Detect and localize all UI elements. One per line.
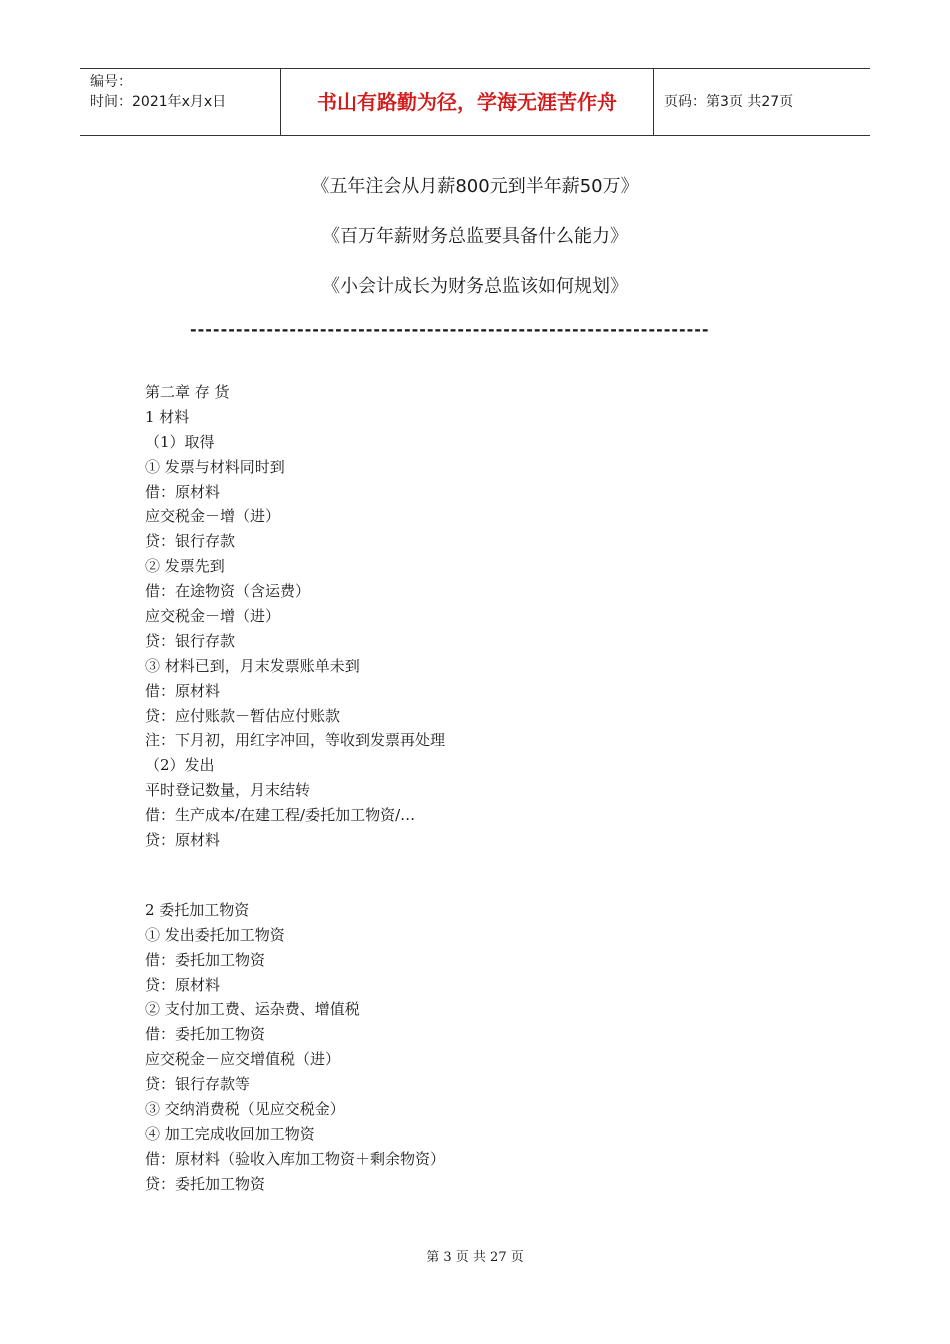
body-line: ② 支付加工费、运杂费、增值税 [145, 1000, 360, 1019]
body-line: 贷：委托加工物资 [145, 1174, 266, 1193]
section-heading: 2 委托加工物资 [145, 900, 250, 919]
body-line: 平时登记数量，月末结转 [145, 781, 311, 800]
serial-label: 编号： [90, 74, 132, 90]
page-footer: 第 3 页 共 27 页 [426, 1250, 524, 1265]
document-body [145, 380, 825, 1197]
time-label: 时间：2021年x月x日 [90, 94, 227, 110]
body-line: ① 发出委托加工物资 [145, 925, 285, 944]
header-motto: 书山有路勤为径，学海无涯苦作舟 [281, 69, 654, 135]
body-line: 贷：银行存款 [145, 631, 236, 650]
body-line: 应交税金－增（进） [145, 507, 281, 526]
body-line: 借：委托加工物资 [145, 1025, 266, 1044]
body-line: 注：下月初，用红字冲回，等收到发票再处理 [145, 731, 446, 750]
title-1: 《五年注会从月薪800元到半年薪50万》 [311, 176, 639, 197]
divider-line: -------------------------------------------------------------------- [190, 320, 710, 339]
body-line: 贷：银行存款 [145, 532, 236, 551]
body-line: ④ 加工完成收回加工物资 [145, 1124, 315, 1143]
title-2: 《百万年薪财务总监要具备什么能力》 [322, 226, 628, 247]
body-line: ① 发票与材料同时到 [145, 457, 285, 476]
body-line: 贷：原材料 [145, 831, 221, 850]
body-line: 贷：应付账款－暂估应付账款 [145, 706, 341, 725]
title-3: 《小会计成长为财务总监该如何规划》 [322, 276, 628, 297]
body-line: 应交税金－增（进） [145, 607, 281, 626]
body-line: ③ 材料已到，月末发票账单未到 [145, 656, 360, 675]
body-line: 应交税金－应交增值税（进） [145, 1050, 341, 1069]
body-line: 借：原材料（验收入库加工物资＋剩余物资） [145, 1149, 446, 1168]
body-line: 借：在途物资（含运费） [145, 582, 311, 601]
body-line: 借：生产成本/在建工程/委托加工物资/… [145, 806, 416, 825]
body-line: ③ 交纳消费税（见应交税金） [145, 1100, 345, 1119]
header-table [80, 68, 870, 136]
body-line: 借：原材料 [145, 482, 221, 501]
body-line: （2）发出 [145, 756, 215, 775]
body-line: 贷：原材料 [145, 975, 221, 994]
body-line: （1）取得 [145, 432, 215, 451]
body-line: 借：委托加工物资 [145, 950, 266, 969]
header-page-info: 页码：第3页 共27页 [664, 94, 794, 110]
section-gap [145, 853, 825, 898]
body-line: 贷：银行存款等 [145, 1075, 251, 1094]
body-line: 借：原材料 [145, 681, 221, 700]
body-line: 1 材料 [145, 407, 190, 426]
chapter-heading: 第二章 存 货 [145, 383, 230, 401]
body-line: ② 发票先到 [145, 557, 225, 576]
header-meta-cell [80, 69, 281, 135]
